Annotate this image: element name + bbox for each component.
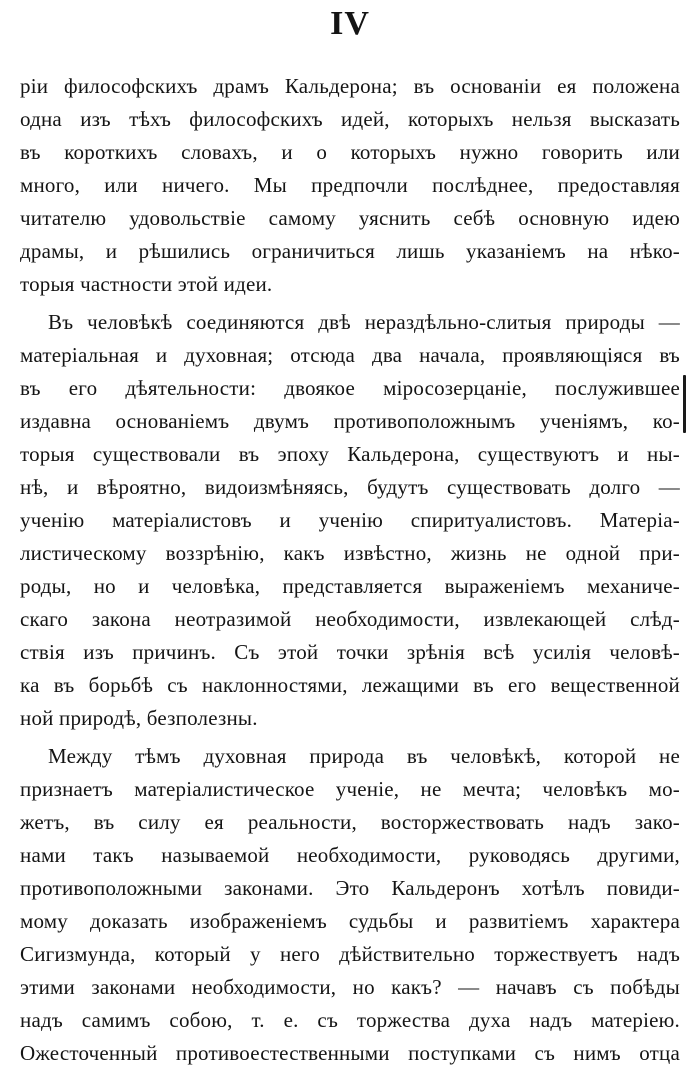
text-line: драмы, и рѣшились ограничиться лишь указаніемъ на нѣко- <box>20 239 680 263</box>
text-line: читателю удовольствіе самому уяснить себѣ основную идею <box>20 206 680 230</box>
text-line: въ его дѣятельности: двоякое міросозерцаніе, послужившее <box>20 376 680 400</box>
text-line: Сигизмунда, который у него дѣйствительно торжествуетъ надъ <box>20 942 680 966</box>
margin-mark <box>683 375 686 433</box>
text-line: Между тѣмъ духовная природа въ человѣкѣ, которой не <box>48 744 680 768</box>
text-line: въ короткихъ словахъ, и о которыхъ нужно говорить или <box>20 140 680 164</box>
text-line: признаетъ матеріалистическое ученіе, не мечта; человѣкъ мо- <box>20 777 680 801</box>
text-line: роды, но и человѣка, представляется выраженіемъ механиче- <box>20 574 680 598</box>
page-number: IV <box>330 5 370 42</box>
text-line: Ожесточенный противоестественными поступками съ нимъ отца <box>20 1041 680 1065</box>
text-line: этими законами необходимости, но какъ? — начавъ съ побѣды <box>20 975 680 999</box>
text-line: противоположными законами. Это Кальдеронъ хотѣлъ повиди- <box>20 876 680 900</box>
text-line: издавна основаніемъ двумъ противоположнымъ ученіямъ, ко- <box>20 409 680 433</box>
text-line: надъ самимъ собою, т. е. съ торжества духа надъ матеріею. <box>20 1008 680 1032</box>
text-line: ученію матеріалистовъ и ученію спиритуалистовъ. Матеріа- <box>20 508 680 532</box>
text-line: нами такъ называемой необходимости, руководясь другими, <box>20 843 680 867</box>
text-line: листическому воззрѣнію, какъ извѣстно, жизнь не одной при- <box>20 541 680 565</box>
text-line: торыя существовали въ эпоху Кальдерона, существуютъ и ны- <box>20 442 680 466</box>
text-line: одна изъ тѣхъ философскихъ идей, которыхъ нельзя высказать <box>20 107 680 131</box>
text-line: ствія изъ причинъ. Съ этой точки зрѣнія всѣ усилія человѣ- <box>20 640 680 664</box>
text-line: ріи философскихъ драмъ Кальдерона; въ основаніи ея положена <box>20 74 680 98</box>
text-line: ка въ борьбѣ съ наклонностями, лежащими въ его вещественной <box>20 673 680 697</box>
text-line: жетъ, въ силу ея реальности, восторжествовать надъ зако- <box>20 810 680 834</box>
text-line: нѣ, и вѣроятно, видоизмѣняясь, будутъ существовать долго — <box>20 475 680 499</box>
text-line: матеріальная и духовная; отсюда два начала, проявляющіяся въ <box>20 343 680 367</box>
text-line: мому доказать изображеніемъ судьбы и развитіемъ характера <box>20 909 680 933</box>
text-line: торыя частности этой идеи. <box>20 272 273 296</box>
text-line: скаго закона неотразимой необходимости, извлекающей слѣд- <box>20 607 680 631</box>
text-line: Въ человѣкѣ соединяются двѣ нераздѣльно-слитыя природы — <box>48 310 680 334</box>
text-line: много, или ничего. Мы предпочли послѣднее, предоставляя <box>20 173 680 197</box>
text-line: ной природѣ, безполезны. <box>20 706 258 730</box>
